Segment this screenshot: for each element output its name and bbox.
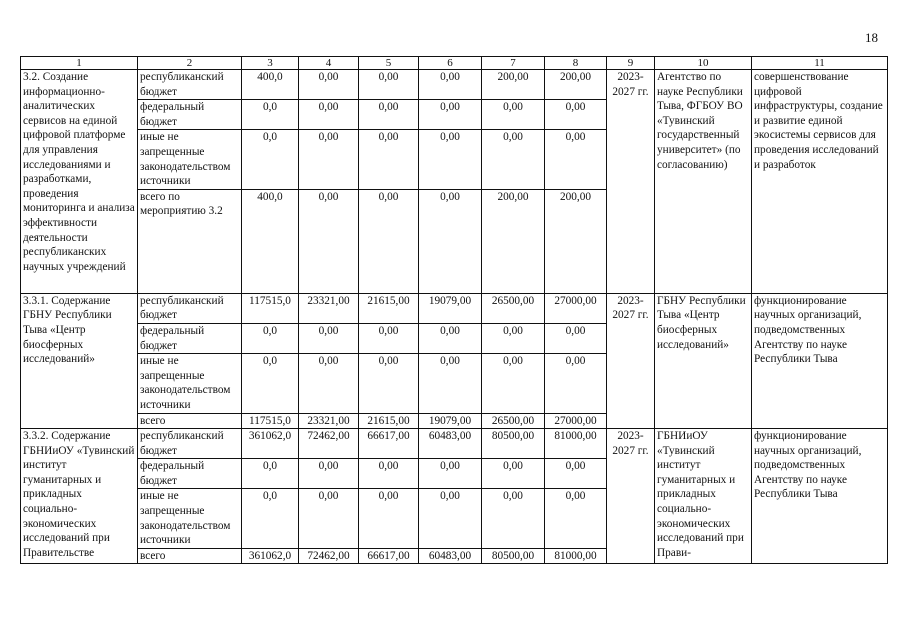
amount-cell: 0,00 bbox=[419, 100, 482, 130]
amount-cell: 0,00 bbox=[482, 323, 545, 353]
amount-cell: 200,00 bbox=[545, 70, 607, 100]
amount-cell: 0,00 bbox=[545, 130, 607, 189]
amount-cell: 0,00 bbox=[419, 489, 482, 548]
amount-cell: 361062,0 bbox=[242, 548, 299, 564]
amount-cell: 0,0 bbox=[242, 130, 299, 189]
amount-cell: 0,00 bbox=[482, 459, 545, 489]
funding-source-cell: иные не запрещенные законодательством источники bbox=[138, 130, 242, 189]
budget-table bbox=[20, 56, 888, 564]
amount-cell: 72462,00 bbox=[299, 429, 359, 459]
amount-cell: 21615,00 bbox=[359, 293, 419, 323]
amount-cell: 0,00 bbox=[419, 323, 482, 353]
page-number: 18 bbox=[865, 30, 878, 45]
amount-cell: 0,0 bbox=[242, 489, 299, 548]
amount-cell: 0,00 bbox=[545, 100, 607, 130]
amount-cell: 27000,00 bbox=[545, 293, 607, 323]
executor-cell: ГБНИиОУ «Тувинский институт гуманитарных и прикладных социально-экономических исследований при Прави- bbox=[655, 429, 752, 564]
amount-cell: 27000,00 bbox=[545, 413, 607, 429]
amount-cell: 0,0 bbox=[242, 100, 299, 130]
amount-cell: 0,00 bbox=[545, 489, 607, 548]
amount-cell: 0,00 bbox=[545, 459, 607, 489]
amount-cell: 66617,00 bbox=[359, 429, 419, 459]
amount-cell: 0,00 bbox=[299, 354, 359, 413]
amount-cell: 72462,00 bbox=[299, 548, 359, 564]
amount-cell: 26500,00 bbox=[482, 293, 545, 323]
funding-source-cell: всего по мероприятию 3.2 bbox=[138, 189, 242, 293]
amount-cell: 0,00 bbox=[359, 354, 419, 413]
amount-cell: 81000,00 bbox=[545, 548, 607, 564]
amount-cell: 0,00 bbox=[419, 459, 482, 489]
amount-cell: 0,00 bbox=[299, 489, 359, 548]
amount-cell: 60483,00 bbox=[419, 429, 482, 459]
amount-cell: 0,00 bbox=[482, 354, 545, 413]
result-cell: функционирование научных организаций, подведомственных Агентству по науке Республики Тыва bbox=[752, 293, 888, 428]
measure-cell: 3.3.2. Содержание ГБНИиОУ «Тувинский институт гуманитарных и прикладных социально-экономических исследований при Правительстве bbox=[21, 429, 138, 564]
amount-cell: 66617,00 bbox=[359, 548, 419, 564]
amount-cell: 0,00 bbox=[359, 459, 419, 489]
executor-cell: Агентство по науке Республики Тыва, ФГБОУ ВО «Тувинский государственный университет» (по согласованию) bbox=[655, 70, 752, 294]
amount-cell: 0,0 bbox=[242, 323, 299, 353]
column-header: 11 bbox=[752, 57, 888, 70]
funding-source-cell: республиканский бюджет bbox=[138, 429, 242, 459]
amount-cell: 0,00 bbox=[419, 130, 482, 189]
amount-cell: 80500,00 bbox=[482, 548, 545, 564]
table-row bbox=[21, 293, 888, 323]
amount-cell: 200,00 bbox=[545, 189, 607, 293]
amount-cell: 26500,00 bbox=[482, 413, 545, 429]
measure-cell: 3.2. Создание информационно-аналитических сервисов на единой цифровой платформе для управления исследованиями и разработками, проведения мониторинга и анализа эффективности деятельности республиканских научных учреждений bbox=[21, 70, 138, 294]
amount-cell: 0,00 bbox=[419, 70, 482, 100]
funding-source-cell: республиканский бюджет bbox=[138, 293, 242, 323]
column-header: 3 bbox=[242, 57, 299, 70]
amount-cell: 200,00 bbox=[482, 189, 545, 293]
column-header: 6 bbox=[419, 57, 482, 70]
result-cell: функционирование научных организаций, подведомственных Агентству по науке Республики Тыва bbox=[752, 429, 888, 564]
amount-cell: 400,0 bbox=[242, 70, 299, 100]
funding-source-cell: всего bbox=[138, 548, 242, 564]
amount-cell: 0,00 bbox=[482, 100, 545, 130]
column-header: 7 bbox=[482, 57, 545, 70]
amount-cell: 0,00 bbox=[359, 70, 419, 100]
amount-cell: 0,00 bbox=[545, 354, 607, 413]
funding-source-cell: федеральный бюджет bbox=[138, 323, 242, 353]
funding-source-cell: республиканский бюджет bbox=[138, 70, 242, 100]
funding-source-cell: федеральный бюджет bbox=[138, 459, 242, 489]
funding-source-cell: всего bbox=[138, 413, 242, 429]
amount-cell: 0,00 bbox=[359, 100, 419, 130]
amount-cell: 80500,00 bbox=[482, 429, 545, 459]
amount-cell: 0,00 bbox=[299, 70, 359, 100]
amount-cell: 19079,00 bbox=[419, 413, 482, 429]
amount-cell: 0,00 bbox=[419, 354, 482, 413]
amount-cell: 0,00 bbox=[359, 323, 419, 353]
column-number-row bbox=[21, 57, 888, 70]
amount-cell: 0,00 bbox=[482, 130, 545, 189]
funding-source-cell: иные не запрещенные законодательством источники bbox=[138, 489, 242, 548]
amount-cell: 117515,0 bbox=[242, 413, 299, 429]
amount-cell: 21615,00 bbox=[359, 413, 419, 429]
result-cell: совершенствование цифровой инфраструктуры, создание и развитие единой экосистемы сервисов для проведения исследований и разработок bbox=[752, 70, 888, 294]
funding-source-cell: федеральный бюджет bbox=[138, 100, 242, 130]
amount-cell: 0,00 bbox=[359, 130, 419, 189]
amount-cell: 0,00 bbox=[299, 459, 359, 489]
amount-cell: 0,0 bbox=[242, 459, 299, 489]
column-header: 1 bbox=[21, 57, 138, 70]
amount-cell: 117515,0 bbox=[242, 293, 299, 323]
amount-cell: 60483,00 bbox=[419, 548, 482, 564]
amount-cell: 81000,00 bbox=[545, 429, 607, 459]
amount-cell: 0,00 bbox=[359, 189, 419, 293]
amount-cell: 0,00 bbox=[545, 323, 607, 353]
measure-cell: 3.3.1. Содержание ГБНУ Республики Тыва «Центр биосферных исследований» bbox=[21, 293, 138, 428]
amount-cell: 0,00 bbox=[482, 489, 545, 548]
amount-cell: 0,00 bbox=[419, 189, 482, 293]
amount-cell: 0,00 bbox=[359, 489, 419, 548]
period-cell: 2023-2027 гг. bbox=[607, 70, 655, 294]
column-header: 2 bbox=[138, 57, 242, 70]
amount-cell: 23321,00 bbox=[299, 413, 359, 429]
period-cell: 2023-2027 гг. bbox=[607, 429, 655, 564]
amount-cell: 23321,00 bbox=[299, 293, 359, 323]
column-header: 9 bbox=[607, 57, 655, 70]
table-row bbox=[21, 429, 888, 459]
amount-cell: 0,00 bbox=[299, 189, 359, 293]
amount-cell: 0,00 bbox=[299, 323, 359, 353]
table-row bbox=[21, 70, 888, 100]
amount-cell: 0,0 bbox=[242, 354, 299, 413]
column-header: 5 bbox=[359, 57, 419, 70]
column-header: 10 bbox=[655, 57, 752, 70]
amount-cell: 200,00 bbox=[482, 70, 545, 100]
amount-cell: 400,0 bbox=[242, 189, 299, 293]
amount-cell: 0,00 bbox=[299, 100, 359, 130]
executor-cell: ГБНУ Республики Тыва «Центр биосферных исследований» bbox=[655, 293, 752, 428]
amount-cell: 361062,0 bbox=[242, 429, 299, 459]
column-header: 4 bbox=[299, 57, 359, 70]
funding-source-cell: иные не запрещенные законодательством источники bbox=[138, 354, 242, 413]
column-header: 8 bbox=[545, 57, 607, 70]
amount-cell: 0,00 bbox=[299, 130, 359, 189]
period-cell: 2023-2027 гг. bbox=[607, 293, 655, 428]
amount-cell: 19079,00 bbox=[419, 293, 482, 323]
